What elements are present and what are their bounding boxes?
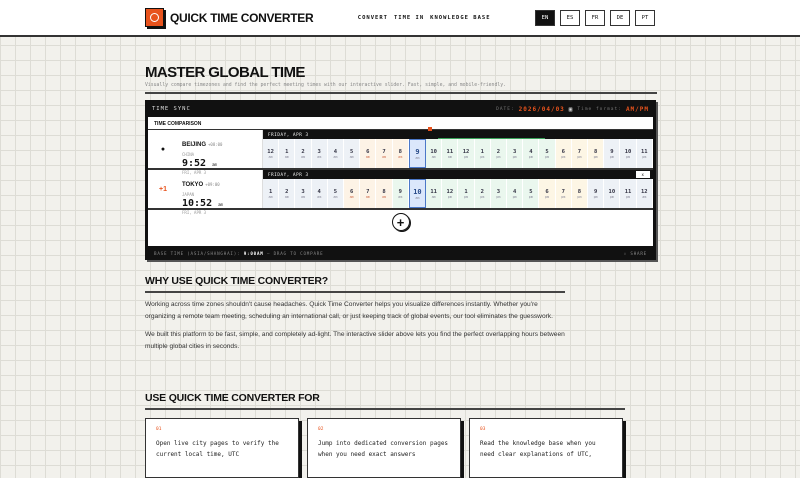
day-band — [263, 130, 653, 139]
hour-cell[interactable] — [523, 179, 539, 208]
hero — [145, 64, 657, 94]
card-text: Open live city pages to verify the current local time, UTC — [156, 440, 279, 458]
hour-period: am — [398, 154, 403, 159]
widget-footer — [146, 246, 655, 260]
day-label: FRIDAY, APR 3 — [268, 132, 309, 137]
hour-value: 10 — [413, 187, 422, 196]
hour-value: 6 — [349, 188, 354, 195]
hour-value: 3 — [512, 148, 517, 155]
hour-cell[interactable] — [328, 139, 344, 168]
hour-period: pm — [545, 194, 550, 199]
hour-cell[interactable] — [409, 179, 426, 208]
hour-cell[interactable] — [539, 139, 555, 168]
remove-city-button[interactable]: x — [636, 171, 650, 178]
hour-period: am — [333, 194, 338, 199]
day-band — [263, 170, 653, 179]
hour-value: 4 — [529, 148, 533, 155]
card-number: 03 — [480, 427, 486, 432]
divider — [145, 408, 625, 410]
hour-cell[interactable] — [344, 139, 360, 168]
utc-offset: +08:00 — [208, 142, 223, 147]
hour-cell[interactable] — [588, 179, 604, 208]
hour-value: 6 — [561, 148, 565, 155]
hour-cell[interactable] — [295, 179, 311, 208]
hour-value: 12 — [446, 188, 454, 195]
day-label: FRIDAY, APR 3 — [268, 172, 309, 177]
country: CHINA — [182, 152, 195, 157]
base-time-value: 9:00AM — [243, 250, 264, 256]
hour-value: 1 — [480, 148, 484, 155]
hour-cell[interactable] — [588, 139, 604, 168]
add-city-button[interactable]: + — [392, 213, 410, 231]
nav-knowledge-base[interactable]: KNOWLEDGE BASE — [430, 14, 491, 21]
hour-value: 8 — [594, 148, 598, 155]
hour-track[interactable] — [263, 130, 653, 168]
hour-period: pm — [496, 194, 501, 199]
hour-period: am — [317, 194, 322, 199]
city-name: BEIJING — [182, 142, 207, 148]
hour-period: am — [284, 154, 289, 159]
divider — [145, 291, 565, 293]
city-name: TOKYO — [182, 182, 204, 188]
hour-value: 11 — [446, 148, 454, 155]
hour-period: pm — [545, 154, 550, 159]
city-row-tokyo — [148, 170, 653, 215]
page-title: MASTER GLOBAL TIME — [145, 64, 305, 81]
hour-cell[interactable] — [409, 139, 426, 168]
hour-cell[interactable] — [491, 139, 507, 168]
hour-period: pm — [463, 194, 469, 199]
hour-period: am — [268, 154, 273, 159]
hour-period: am — [431, 194, 436, 199]
ampm: am — [218, 202, 223, 207]
hour-cell[interactable] — [360, 179, 376, 208]
hour-value: 2 — [480, 188, 484, 195]
hour-period: am — [268, 194, 273, 199]
hour-value: 9 — [398, 188, 402, 195]
nav-convert[interactable]: CONVERT — [357, 14, 388, 21]
hour-period: pm — [528, 194, 533, 199]
comparison-label: TIME COMPARISON — [148, 117, 653, 130]
hour-cell[interactable] — [263, 139, 279, 168]
hour-period: pm — [480, 194, 485, 199]
lang-pt-button[interactable]: PT — [635, 10, 655, 26]
hour-value: 11 — [430, 188, 437, 195]
lang-de-button[interactable]: DE — [610, 10, 630, 26]
hour-value: 1 — [268, 188, 273, 195]
hour-value: 5 — [349, 148, 354, 155]
hour-period: pm — [496, 154, 501, 159]
local-time: 10:52 — [182, 198, 213, 209]
hour-period: am — [447, 154, 452, 159]
card-text: Read the knowledge base when you need clear explanations of UTC, — [480, 440, 596, 458]
hour-value: 12 — [267, 148, 274, 155]
overlap-indicator — [438, 138, 545, 140]
hour-period: am — [431, 154, 436, 159]
hour-value: 2 — [285, 188, 289, 195]
use-for-section — [145, 392, 625, 410]
hour-cell[interactable] — [360, 139, 376, 168]
hour-value: 9 — [594, 188, 598, 195]
share-icon: ⇪ — [623, 250, 628, 256]
hour-cell[interactable] — [312, 179, 328, 208]
hour-period: pm — [512, 154, 517, 159]
hour-value: 12 — [640, 188, 648, 195]
main-nav — [358, 15, 491, 21]
hour-value: 5 — [333, 188, 338, 195]
hour-value: 7 — [577, 148, 582, 155]
hour-period: am — [415, 155, 420, 160]
hour-cell[interactable] — [393, 179, 409, 208]
hour-cell[interactable] — [523, 139, 539, 168]
hour-period: am — [300, 154, 306, 159]
why-section — [145, 275, 565, 353]
use-card-3[interactable] — [469, 418, 623, 478]
hour-value: 5 — [529, 188, 533, 195]
hour-value: 12 — [462, 148, 470, 155]
hour-cell[interactable] — [539, 179, 555, 208]
nav-time-in[interactable]: TIME IN — [393, 14, 425, 21]
hour-value: 10 — [430, 148, 437, 155]
local-time: 9:52 — [182, 158, 207, 169]
hour-cell[interactable] — [507, 139, 523, 168]
hour-period: am — [398, 194, 403, 199]
ampm: am — [212, 162, 217, 167]
hour-period: pm — [463, 154, 469, 159]
city-info — [178, 170, 263, 215]
hour-period: am — [333, 154, 338, 159]
day-offset-marker: +1 — [159, 185, 167, 193]
local-date: FRI, APR 3 — [182, 170, 207, 175]
hour-value: 11 — [640, 148, 648, 155]
hour-cell[interactable] — [344, 179, 360, 208]
hour-value: 10 — [608, 188, 616, 195]
hour-period: pm — [626, 154, 631, 159]
hour-period: pm — [528, 154, 533, 159]
hour-cell[interactable] — [263, 179, 279, 208]
hour-cell[interactable] — [556, 179, 572, 208]
hour-cell[interactable] — [328, 179, 344, 208]
hour-value: 3 — [317, 148, 321, 155]
lang-fr-button[interactable]: FR — [585, 10, 605, 26]
hours-row-0 — [263, 139, 653, 168]
drag-hint: — DRAG TO COMPARE — [266, 250, 324, 256]
comparison-panel — [148, 117, 653, 246]
hour-cell[interactable] — [507, 179, 523, 208]
hour-cell[interactable] — [376, 139, 392, 168]
base-time-label: BASE TIME (ASIA/SHANGHAI): — [154, 250, 241, 256]
why-paragraph-1: Working across time zones shouldn't cause headaches. Quick Time Converter helps you visualize differences instantly. Whether you're organizing a remote team meeting, scheduling an international call, or just keeping track of global events, our tool eliminates the guesswork. — [145, 301, 553, 320]
format-label: Time format: — [577, 106, 622, 112]
hour-value: 8 — [398, 148, 402, 155]
site-header — [0, 0, 800, 37]
hour-cell[interactable] — [393, 139, 409, 168]
hour-period: am — [300, 194, 306, 199]
hour-value: 7 — [366, 188, 370, 195]
hour-period: pm — [609, 154, 614, 159]
hour-period: am — [381, 154, 387, 159]
brand-name: QUICK TIME CONVERTER — [170, 10, 314, 25]
hour-value: 8 — [382, 188, 386, 195]
hour-cell[interactable] — [491, 179, 507, 208]
hour-period: am — [381, 194, 387, 199]
hour-cell[interactable] — [637, 179, 653, 208]
page-subtitle: Visually compare timezones and find the perfect meeting times with our interactive slider. Fast, simple, and mobile-friendly. — [145, 83, 506, 88]
hour-cell[interactable] — [556, 139, 572, 168]
country: JAPAN — [182, 192, 195, 197]
hour-period: am — [317, 154, 322, 159]
hour-period: pm — [642, 154, 647, 159]
hour-period: pm — [480, 154, 485, 159]
hours-row-1 — [263, 179, 653, 208]
use-card-2[interactable] — [307, 418, 461, 478]
hour-value: 7 — [382, 148, 386, 155]
hour-value: 3 — [301, 188, 305, 195]
share-label: SHARE — [630, 250, 647, 256]
use-card-1[interactable] — [145, 418, 299, 478]
hour-value: 11 — [624, 188, 632, 195]
local-date: FRI, APR 3 — [182, 210, 207, 215]
lang-es-button[interactable]: ES — [560, 10, 580, 26]
hour-cell[interactable] — [279, 179, 295, 208]
why-title: WHY USE QUICK TIME CONVERTER? — [145, 275, 329, 287]
hour-track[interactable] — [263, 170, 653, 208]
hour-cell[interactable] — [458, 139, 474, 168]
hour-value: 4 — [512, 188, 517, 195]
hour-cell[interactable] — [620, 179, 636, 208]
hour-period: pm — [577, 194, 582, 199]
hour-value: 1 — [464, 188, 468, 195]
date-label: DATE: — [496, 106, 515, 112]
hour-value: 9 — [610, 148, 614, 155]
hour-period: pm — [626, 194, 631, 199]
hour-value: 2 — [301, 148, 305, 155]
hour-value: 3 — [496, 188, 501, 195]
hour-cell[interactable] — [426, 179, 442, 208]
hour-cell[interactable] — [295, 139, 311, 168]
hour-period: am — [349, 154, 354, 159]
slider-handle[interactable] — [428, 127, 432, 131]
widget-title: TIME SYNC — [152, 106, 191, 112]
time-sync-widget — [145, 100, 656, 260]
hour-period: pm — [447, 194, 452, 199]
hour-period: pm — [577, 154, 582, 159]
why-paragraph-2: We built this platform to be fast, simple, and completely ad-light. The interactive slider above lets you find the perfect overlapping hours between multiple global cities in seconds. — [145, 331, 565, 350]
hour-period: pm — [593, 194, 598, 199]
lang-en-button[interactable]: EN — [535, 10, 555, 26]
calendar-icon[interactable]: ▣ — [568, 105, 574, 113]
hour-value: 4 — [333, 148, 338, 155]
hour-cell[interactable] — [279, 139, 295, 168]
hour-value: 9 — [415, 147, 420, 156]
language-switcher — [535, 10, 655, 26]
hour-cell[interactable] — [312, 139, 328, 168]
hour-value: 8 — [577, 188, 582, 195]
hour-value: 7 — [561, 188, 565, 195]
hour-period: pm — [512, 194, 517, 199]
hour-cell[interactable] — [475, 179, 491, 208]
hour-cell[interactable] — [376, 179, 392, 208]
hour-period: am — [349, 194, 354, 199]
use-for-title: USE QUICK TIME CONVERTER FOR — [145, 392, 320, 404]
hour-value: 1 — [285, 148, 289, 155]
hour-period: am — [284, 194, 289, 199]
hour-period: pm — [609, 194, 614, 199]
date-picker[interactable]: 2026/04/03 — [518, 105, 565, 113]
hour-cell[interactable] — [572, 139, 588, 168]
city-row-beijing — [148, 130, 653, 175]
hour-period: pm — [561, 194, 566, 199]
hour-value: 6 — [545, 188, 549, 195]
clock-logo-icon — [145, 8, 164, 27]
time-format-toggle[interactable]: AM/PM — [625, 105, 649, 113]
card-number: 01 — [156, 427, 162, 432]
hour-period: am — [415, 195, 420, 200]
hour-period: am — [365, 154, 370, 159]
hour-cell[interactable] — [426, 139, 442, 168]
city-info — [178, 130, 263, 175]
hour-value: 4 — [317, 188, 321, 195]
hour-period: am — [365, 194, 370, 199]
hour-cell[interactable] — [442, 179, 458, 208]
hour-value: 2 — [496, 148, 501, 155]
card-text: Jump into dedicated conversion pages when you need exact answers — [318, 440, 449, 458]
hour-value: 6 — [366, 148, 370, 155]
base-city-marker: ● — [160, 145, 166, 153]
divider — [145, 92, 657, 94]
hour-value: 5 — [545, 148, 549, 155]
hour-cell[interactable] — [442, 139, 458, 168]
widget-toolbar — [146, 101, 655, 117]
share-button[interactable] — [624, 251, 647, 256]
hour-cell[interactable] — [604, 179, 620, 208]
hour-cell[interactable] — [620, 139, 636, 168]
hour-value: 10 — [624, 148, 632, 155]
hour-cell[interactable] — [475, 139, 491, 168]
use-cards — [145, 418, 623, 478]
hour-cell[interactable] — [458, 179, 474, 208]
hour-cell[interactable] — [572, 179, 588, 208]
hour-period: pm — [561, 154, 566, 159]
hour-period: pm — [593, 154, 598, 159]
hour-period: am — [642, 194, 647, 199]
hour-cell[interactable] — [637, 139, 653, 168]
utc-offset: +09:00 — [205, 182, 220, 187]
hour-cell[interactable] — [604, 139, 620, 168]
brand[interactable] — [145, 8, 313, 27]
card-number: 02 — [318, 427, 324, 432]
